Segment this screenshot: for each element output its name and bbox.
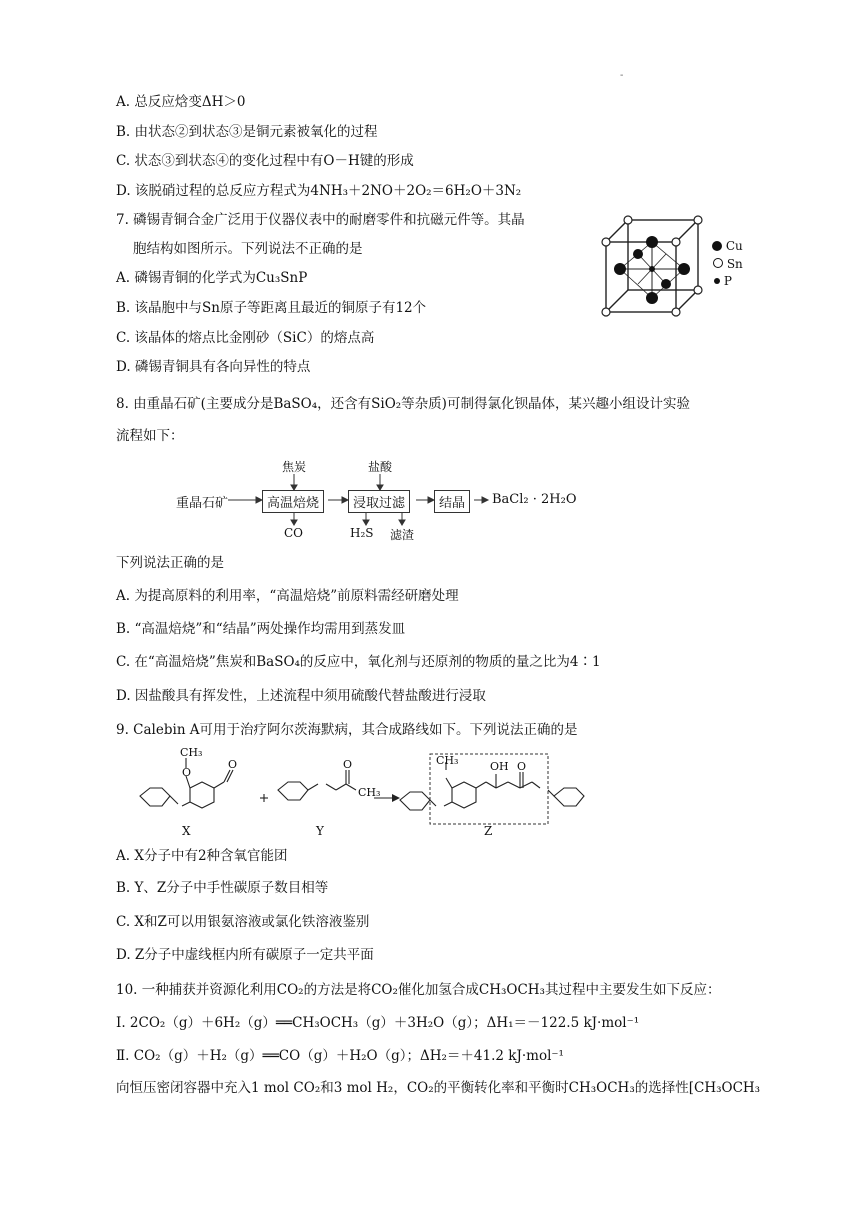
q8-option-d: D. 因盐酸具有挥发性，上述流程中须用硫酸代替盐酸进行浸取 <box>116 688 486 704</box>
flow-step-roast: 高温焙烧 <box>262 490 324 513</box>
q10-stem: 10. 一种捕获并资源化利用CO₂的方法是将CO₂催化加氢合成CH₃OCH₃其过程中主要发生如下反应： <box>116 982 721 998</box>
legend-cu <box>712 239 743 253</box>
z-ketone-o-label: O <box>517 760 527 773</box>
q9-stem: 9. Calebin A可用于治疗阿尔茨海默病，其合成路线如下。下列说法正确的是 <box>116 722 578 738</box>
flow-step-crystallize: 结晶 <box>434 490 470 513</box>
q8-stem-line1: 8. 由重晶石矿(主要成分是BaSO₄，还含有SiO₂等杂质)可制得氯化钡晶体，某兴趣小组设计实验 <box>116 396 690 412</box>
q8-stem-line2: 流程如下： <box>116 428 184 444</box>
q7-option-c: C. 该晶体的熔点比金刚砂（SiC）的熔点高 <box>116 330 375 346</box>
flow-step-leach-filter: 浸取过滤 <box>348 490 410 513</box>
legend-p <box>714 274 732 288</box>
flow-start-label: 重晶石矿 <box>176 496 229 511</box>
q8-option-c: C. 在“高温焙烧”焦炭和BaSO₄的反应中，氧化剂与还原剂的物质的量之比为4∶1 <box>116 654 601 670</box>
q6-option-b: B. 由状态②到状态③是铜元素被氧化的过程 <box>116 124 378 140</box>
cu-dot-icon <box>712 241 722 251</box>
flow-output-residue: 滤渣 <box>390 528 415 542</box>
legend-p-label: P <box>723 274 732 288</box>
crystal-cell-diagram <box>598 212 768 324</box>
page-marker: - <box>620 70 624 81</box>
p-dot-icon <box>714 278 720 284</box>
legend-sn <box>713 257 743 271</box>
q10-last-line: 向恒压密闭容器中充入1 mol CO₂和3 mol H₂，CO₂的平衡转化率和平衡时CH₃OCH₃的选择性[CH₃OCH₃ <box>116 1080 761 1096</box>
q6-option-d: D. 该脱硝过程的总反应方程式为4NH₃＋2NO＋2O₂＝6H₂O＋3N₂ <box>116 183 522 199</box>
q8-prompt: 下列说法正确的是 <box>116 555 224 571</box>
q10-reaction-1: Ⅰ. 2CO₂（g）＋6H₂（g）══CH₃OCH₃（g）＋3H₂O（g）；ΔH₁＝－122.5 kJ·mol⁻¹ <box>116 1015 640 1031</box>
q9-option-d: D. Z分子中虚线框内所有碳原子一定共平面 <box>116 947 374 963</box>
q9-option-a: A. X分子中有2种含氧官能团 <box>116 848 288 864</box>
label-z: Z <box>484 824 493 838</box>
q9-option-b: B. Y、Z分子中手性碳原子数目相等 <box>116 880 329 896</box>
q7-stem-line2: 胞结构如图所示。下列说法不正确的是 <box>133 241 363 257</box>
legend-cu-label: Cu <box>725 239 743 253</box>
process-flow-diagram <box>170 458 610 548</box>
x-o-label: O <box>182 766 192 779</box>
y-ketone-o-label: O <box>343 758 353 771</box>
z-ch3-label: CH₃ <box>436 754 459 767</box>
flow-input-hcl: 盐酸 <box>368 460 393 474</box>
q7-option-b: B. 该晶胞中与Sn原子等距离且最近的铜原子有12个 <box>116 300 427 316</box>
flow-product-label: BaCl₂ · 2H₂O <box>492 492 577 507</box>
synthesis-scheme <box>130 748 750 840</box>
x-ch3-label: CH₃ <box>180 746 203 759</box>
q8-option-b: B. “高温焙烧”和“结晶”两处操作均需用到蒸发皿 <box>116 621 406 637</box>
label-y: Y <box>316 824 324 838</box>
flow-output-h2s: H₂S <box>350 526 374 540</box>
z-oh-label: OH <box>490 760 509 773</box>
q7-stem-line1: 7. 磷锡青铜合金广泛用于仪器仪表中的耐磨零件和抗磁元件等。其晶 <box>116 212 525 228</box>
legend-sn-label: Sn <box>726 257 743 271</box>
y-ch3-label: CH₃ <box>358 786 381 799</box>
sn-circle-icon <box>713 258 723 268</box>
q6-option-c: C. 状态③到状态④的变化过程中有O－H键的形成 <box>116 153 414 169</box>
q10-reaction-2: Ⅱ. CO₂（g）＋H₂（g）══CO（g）＋H₂O（g）；ΔH₂＝＋41.2 kJ·mol⁻¹ <box>116 1048 564 1064</box>
unit-cell-figure <box>598 212 708 324</box>
flow-output-co: CO <box>284 526 304 540</box>
q8-option-a: A. 为提高原料的利用率，“高温焙烧”前原料需经研磨处理 <box>116 588 459 604</box>
flow-input-coke: 焦炭 <box>282 460 307 474</box>
label-x: X <box>182 824 191 838</box>
x-aldehyde-o-label: O <box>228 758 238 771</box>
q9-option-c: C. X和Z可以用银氨溶液或氯化铁溶液鉴别 <box>116 914 370 930</box>
q7-option-a: A. 磷锡青铜的化学式为Cu₃SnP <box>116 270 308 286</box>
q6-option-a: A. 总反应焓变ΔH＞0 <box>116 94 246 110</box>
q7-option-d: D. 磷锡青铜具有各向异性的特点 <box>116 359 311 375</box>
